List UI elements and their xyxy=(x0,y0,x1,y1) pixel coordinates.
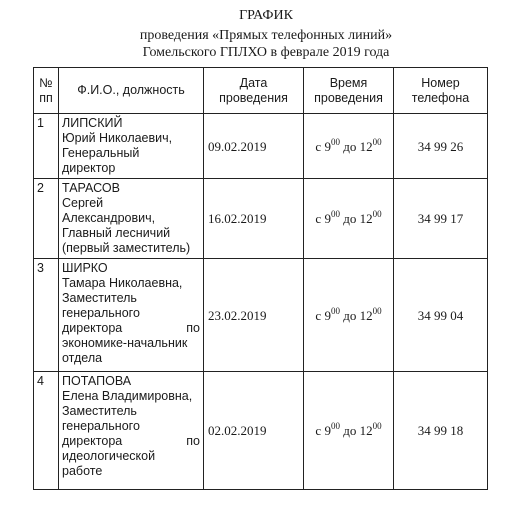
name-line: директор xyxy=(62,161,116,175)
name-position-cell xyxy=(59,179,204,259)
col-header-date-line1: Дата xyxy=(239,75,268,90)
col-header-time xyxy=(304,68,394,114)
name-position-cell xyxy=(59,114,204,179)
header-row xyxy=(34,68,488,114)
surname: ПОТАПОВА xyxy=(62,374,132,388)
name-line: Тамара Николаевна, xyxy=(62,276,183,290)
name-line: Александрович, xyxy=(62,211,156,225)
name-line: Сергей xyxy=(62,196,104,210)
name-line: директора по xyxy=(62,434,200,448)
name-line: Юрий Николаевич, xyxy=(62,131,173,145)
col-header-num xyxy=(34,68,59,114)
time-superscript: 00 xyxy=(372,209,382,219)
name-line: генерального xyxy=(62,419,140,433)
time-superscript: 00 xyxy=(372,136,382,147)
schedule-table xyxy=(33,67,488,490)
col-header-phone xyxy=(394,68,488,114)
row-number: 1 xyxy=(34,114,59,179)
name-line: директора по xyxy=(62,321,200,335)
time-superscript: 00 xyxy=(330,136,340,147)
date-cell: 16.02.2019 xyxy=(204,179,304,259)
row-number: 3 xyxy=(34,259,59,372)
name-position-cell xyxy=(59,259,204,372)
time-text: до 12 xyxy=(339,138,373,154)
name-line: экономике-начальник xyxy=(62,336,188,350)
phone-cell: 34 99 17 xyxy=(394,179,488,259)
time-cell xyxy=(304,114,394,179)
time-text: до 12 xyxy=(339,211,373,226)
col-header-phone-line2: телефона xyxy=(411,90,470,105)
phone-cell: 34 99 04 xyxy=(394,259,488,372)
time-cell xyxy=(304,179,394,259)
time-text: с 9 xyxy=(315,423,331,438)
col-header-date xyxy=(204,68,304,114)
time-cell xyxy=(304,259,394,372)
name-line: отдела xyxy=(62,351,103,365)
time-cell xyxy=(304,372,394,490)
time-superscript: 00 xyxy=(372,305,382,316)
surname: ШИРКО xyxy=(62,261,108,275)
time-text: до 12 xyxy=(339,307,373,323)
name-line: идеологической xyxy=(62,449,156,463)
time-text: до 12 xyxy=(339,423,373,438)
row-number: 2 xyxy=(34,179,59,259)
time-superscript: 00 xyxy=(330,421,340,431)
col-header-phone-line1: Номер xyxy=(421,75,460,90)
date-cell: 02.02.2019 xyxy=(204,372,304,490)
surname: ТАРАСОВ xyxy=(62,181,120,195)
col-header-date-line2: проведения xyxy=(219,90,288,105)
table-row xyxy=(34,179,488,259)
name-position-cell xyxy=(59,372,204,490)
col-header-num-line1: № xyxy=(39,75,53,90)
time-text: с 9 xyxy=(315,211,331,226)
time-text: с 9 xyxy=(315,307,331,323)
name-line: (первый заместитель) xyxy=(62,241,191,255)
phone-cell: 34 99 26 xyxy=(394,114,488,179)
time-superscript: 00 xyxy=(330,209,340,219)
col-header-name: Ф.И.О., должность xyxy=(59,68,204,114)
name-line: Заместитель xyxy=(62,291,137,305)
time-text: с 9 xyxy=(315,138,331,154)
table-row xyxy=(34,259,488,372)
col-header-num-line2: пп xyxy=(39,90,53,105)
col-header-time-line2: проведения xyxy=(314,90,383,105)
name-line: работе xyxy=(62,464,103,478)
table-row xyxy=(34,372,488,490)
date-cell: 09.02.2019 xyxy=(204,114,304,179)
doc-subtitle-2: Гомельского ГПЛХО в феврале 2019 года xyxy=(142,45,390,60)
phone-cell: 34 99 18 xyxy=(394,372,488,490)
table-row xyxy=(34,114,488,179)
name-line: Елена Владимировна, xyxy=(62,389,193,403)
doc-title: ГРАФИК xyxy=(239,8,293,23)
surname: ЛИПСКИЙ xyxy=(62,116,123,130)
time-superscript: 00 xyxy=(330,305,340,316)
name-line: генерального xyxy=(62,306,140,320)
row-number: 4 xyxy=(34,372,59,490)
date-cell: 23.02.2019 xyxy=(204,259,304,372)
col-header-time-line1: Время xyxy=(329,75,368,90)
time-superscript: 00 xyxy=(372,421,382,431)
name-line: Заместитель xyxy=(62,404,137,418)
doc-subtitle: проведения «Прямых телефонных линий» xyxy=(139,28,393,43)
name-line: Генеральный xyxy=(62,146,140,160)
name-line: Главный лесничий xyxy=(62,226,171,240)
